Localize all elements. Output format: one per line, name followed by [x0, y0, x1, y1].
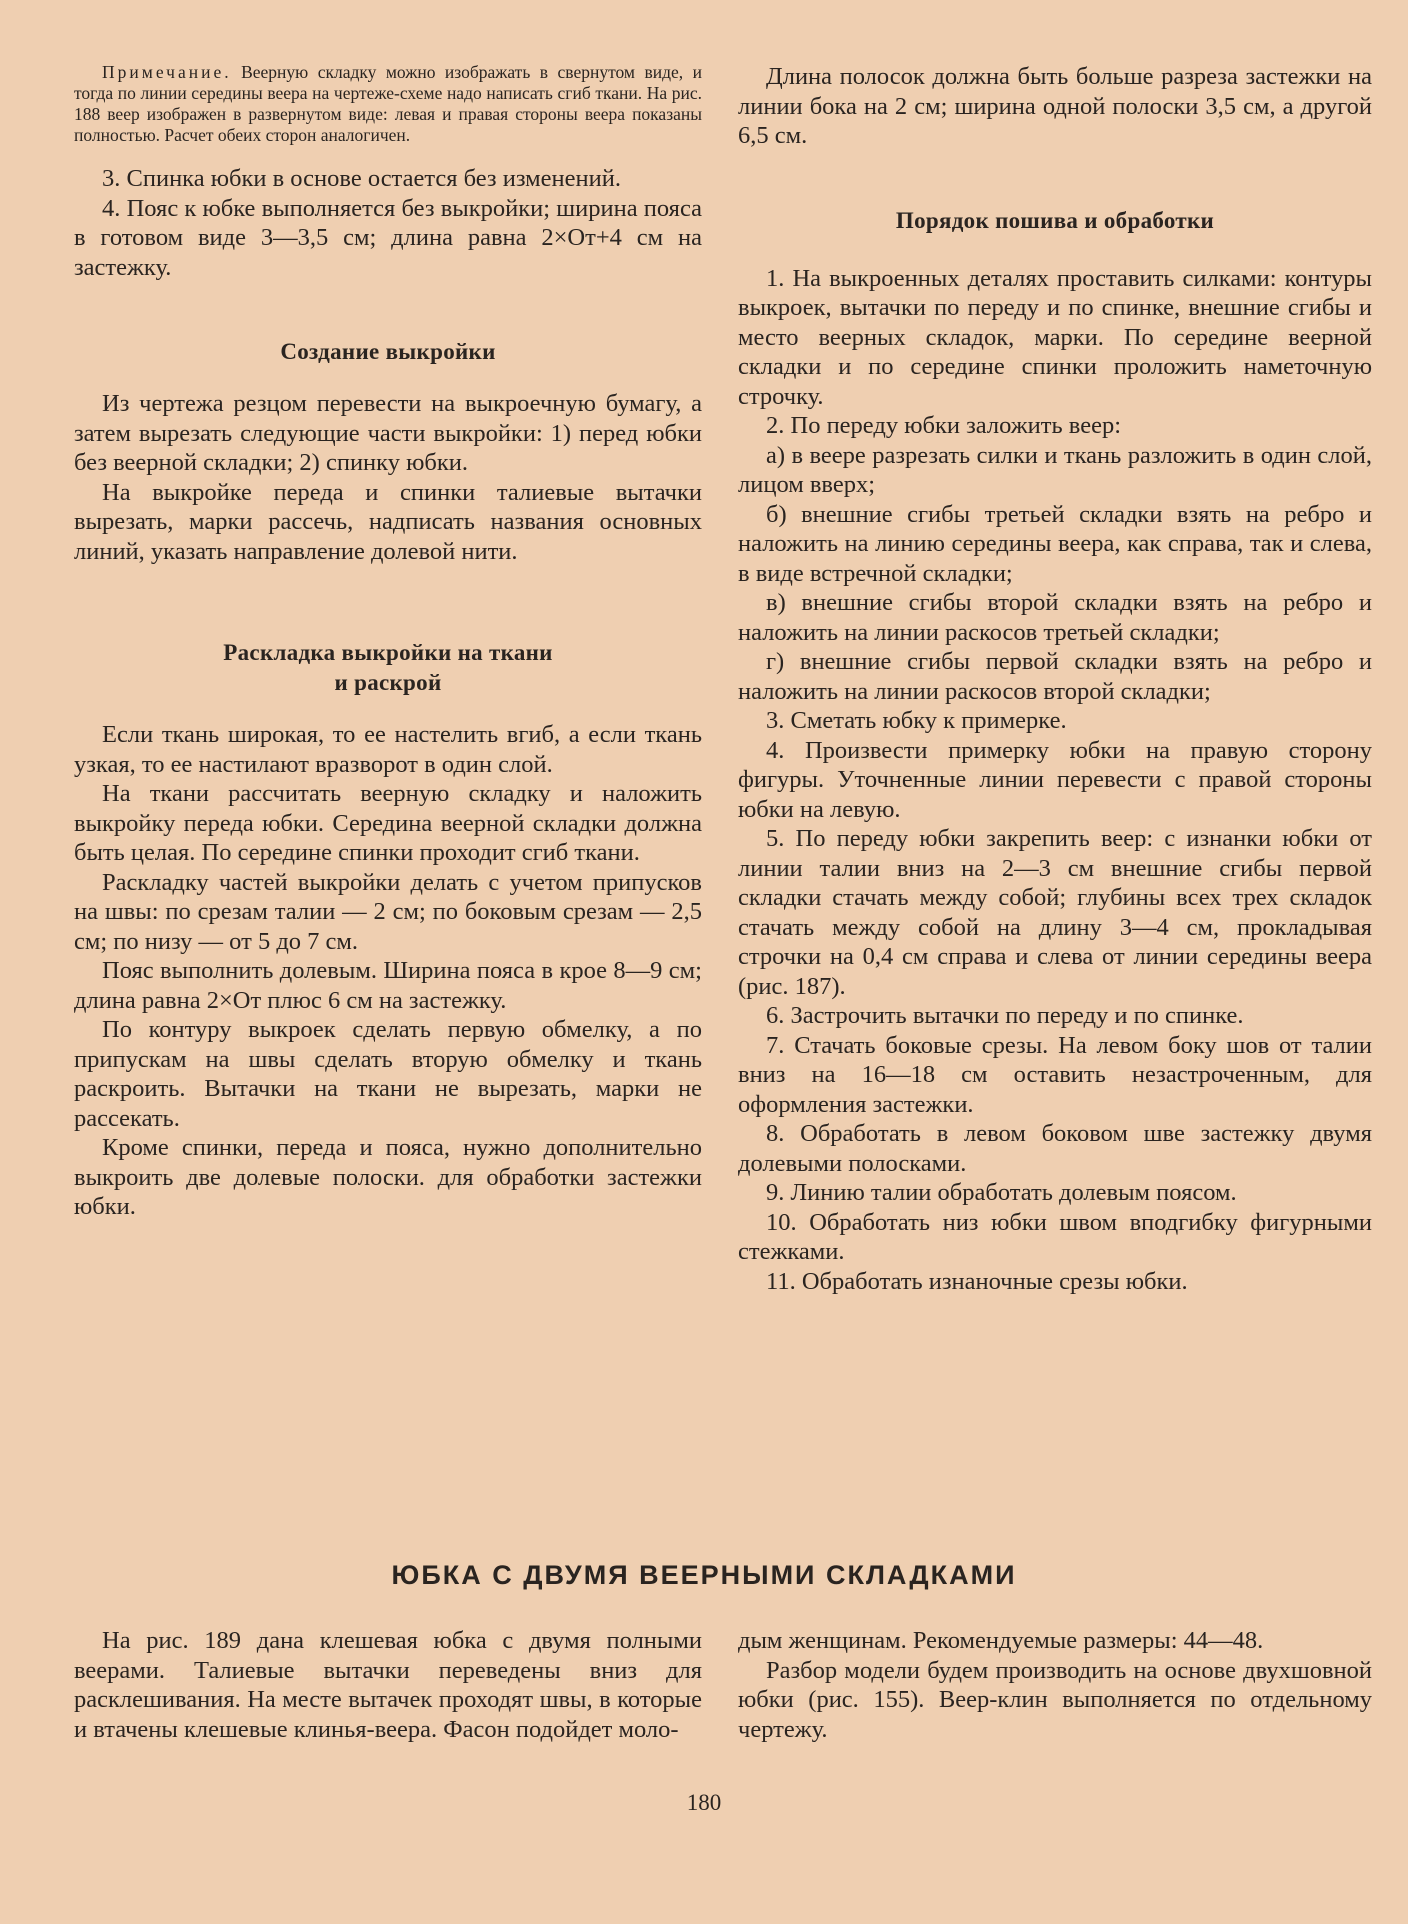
layout-paragraph-4: Пояс выполнить долевым. Ширина пояса в крое 8—9 см; длина равна 2×От плюс 6 см на застежку. — [74, 957, 702, 1014]
page-number: 180 — [686, 1790, 722, 1815]
step-11: 11. Обработать изнаночные срезы юбки. — [766, 1267, 1188, 1295]
item-3: 3. Спинка юбки в основе остается без изменений. — [102, 165, 621, 192]
section-title-layout-line2: и раскрой — [334, 670, 442, 695]
analysis-paragraph: Разбор модели будем производить на основе двухшовной юбки (рис. 155). Веер-клин выполняется по отдельному чертежу. — [738, 1656, 1372, 1743]
step-10: 10. Обработать низ юбки швом вподгибку фигурными стежками. — [738, 1208, 1372, 1265]
layout-paragraph-3: Раскладку частей выкройки делать с учетом припусков на швы: по срезам талии — 2 см; по боковым срезам — 2,5 см; по низу — от 5 до 7 см. — [74, 868, 702, 955]
pattern-paragraph-1: Из чертежа резцом перевести на выкроечную бумагу, а затем вырезать следующие части выкройки: 1) перед юбки без веерной складки; 2) спинку юбки. — [74, 390, 702, 476]
item-4: 4. Пояс к юбке выполняется без выкройки; ширина пояса в готовом виде 3—3,5 см; длина равна 2×От+4 см на застежку. — [74, 194, 702, 281]
right-column-top — [738, 62, 1372, 1296]
step-2a: а) в веере разрезать силки и ткань разложить в один слой, лицом вверх; — [738, 441, 1372, 498]
section-title-pattern: Создание выкройки — [280, 339, 496, 364]
step-4: 4. Произвести примерку юбки на правую сторону фигуры. Уточненные линии перевести с правой стороны юбки на левую. — [738, 736, 1372, 823]
section-title-sewing: Порядок пошива и обработки — [895, 207, 1215, 233]
left-column-bottom — [74, 1626, 702, 1744]
step-2c: в) внешние сгибы второй складки взять на ребро и наложить на линии раскосов третьей складки; — [738, 589, 1372, 646]
intro-continuation: дым женщинам. Рекомендуемые размеры: 44—48. — [738, 1627, 1264, 1654]
layout-paragraph-1: Если ткань широкая, то ее настелить вгиб, а если ткань узкая, то ее настилают вразворот в один слой. — [74, 721, 702, 778]
note-text: Веерную складку можно изображать в свернутом виде, и тогда по линии середины веера на чертеже-схеме надо написать сгиб ткани. На рис. 188 веер изображен в развернутом виде: левая и правая стороны веера показаны полностью. Расчет обеих сторон аналогичен. — [74, 62, 702, 145]
step-2b: б) внешние сгибы третьей складки взять на ребро и наложить на линию середины веера, как справа, так и слева, в виде встречной складки; — [738, 500, 1372, 587]
intro-paragraph: На рис. 189 дана клешевая юбка с двумя полными веерами. Талиевые вытачки переведены вниз для расклешивания. На месте вытачек проходят швы, в которые и втачены клешевые клинья-веера. Фасон подойдет моло- — [74, 1627, 702, 1743]
step-6: 6. Застрочить вытачки по переду и по спинке. — [766, 1002, 1244, 1029]
section-title-layout-line1: Раскладка выкройки на ткани — [223, 640, 553, 665]
step-2: 2. По переду юбки заложить веер: — [766, 412, 1122, 439]
strips-paragraph: Длина полосок должна быть больше разреза застежки на линии бока на 2 см; ширина одной полоски 3,5 см, а другой 6,5 см. — [738, 63, 1372, 149]
step-1: 1. На выкроенных деталях проставить силками: контуры выкроек, вытачки по переду и по спинке, внешние сгибы и место веерных складок, марки. По середине веерной складки и по середине спинки проложить наметочную строчку. — [738, 264, 1372, 410]
step-8: 8. Обработать в левом боковом шве застежку двумя долевыми полосками. — [738, 1120, 1372, 1177]
right-column-bottom — [738, 1626, 1372, 1744]
left-column-top — [74, 62, 702, 1222]
pattern-paragraph-2: На выкройке переда и спинки талиевые вытачки вырезать, марки рассечь, надписать названия основных линий, указать направление долевой нити. — [74, 478, 702, 565]
step-5: 5. По переду юбки закрепить веер: с изнанки юбки от линии талии вниз на 2—3 см внешние сгибы первой складки стачать между собой; глубины всех трех складок стачать между собой на длину 3—4 см, прокладывая строчки на 0,4 см справа и слева от линии середины веера (рис. 187). — [738, 825, 1372, 1000]
note-lead: Примечание. — [102, 62, 232, 82]
layout-paragraph-5: По контуру выкроек сделать первую обмелку, а по припускам на швы сделать вторую обмелку и ткань раскроить. Вытачки на ткани не вырезать, марки не рассекать. — [74, 1016, 702, 1132]
step-3: 3. Сметать юбку к примерке. — [766, 707, 1067, 734]
layout-paragraph-6: Кроме спинки, переда и пояса, нужно дополнительно выкроить две долевые полоски. для обработки застежки юбки. — [74, 1134, 702, 1220]
step-9: 9. Линию талии обработать долевым поясом. — [766, 1179, 1237, 1206]
layout-paragraph-2: На ткани рассчитать веерную складку и наложить выкройку переда юбки. Середина веерной складки должна быть целая. По середине спинки проходит сгиб ткани. — [74, 780, 702, 866]
section-title-layout — [74, 638, 702, 698]
step-7: 7. Стачать боковые срезы. На левом боку шов от талии вниз на 16—18 см оставить незастроченным, для оформления застежки. — [738, 1031, 1372, 1118]
note-paragraph — [74, 62, 702, 146]
main-heading: ЮБКА С ДВУМЯ ВЕЕРНЫМИ СКЛАДКАМИ — [391, 1560, 1017, 1590]
step-2d: г) внешние сгибы первой складки взять на ребро и наложить на линии раскосов второй складки; — [738, 648, 1372, 705]
